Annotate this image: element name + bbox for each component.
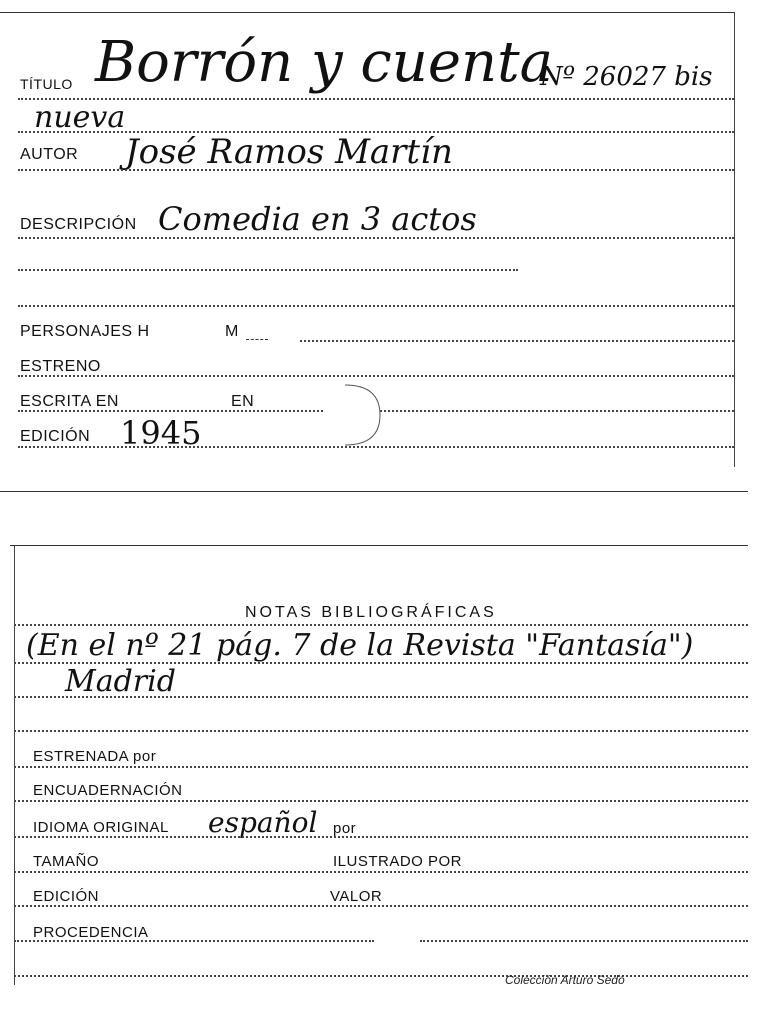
tamano-label: TAMAÑO bbox=[33, 853, 100, 870]
card-bottom-edge bbox=[0, 491, 748, 492]
titulo-cont-value: nueva bbox=[34, 100, 126, 135]
card-top-edge bbox=[0, 12, 734, 13]
card-right-edge bbox=[734, 12, 735, 467]
descripcion-line bbox=[18, 237, 734, 239]
notas-blank-rule bbox=[14, 730, 748, 732]
encuadernacion-line bbox=[14, 800, 748, 802]
procedencia-label: PROCEDENCIA bbox=[33, 924, 149, 941]
valor-label: VALOR bbox=[330, 888, 383, 905]
estrenada-label: ESTRENADA por bbox=[33, 748, 157, 765]
estreno-line bbox=[18, 375, 734, 377]
descripcion-line-3 bbox=[18, 305, 734, 307]
estreno-label: ESTRENO bbox=[20, 358, 101, 375]
escrita-line bbox=[18, 410, 323, 412]
idioma-line bbox=[14, 836, 748, 838]
edicion-label-bottom: EDICIÓN bbox=[33, 888, 100, 905]
titulo-value: Borrón y cuenta bbox=[95, 30, 553, 95]
estrenada-line bbox=[14, 766, 748, 768]
titulo-line bbox=[18, 98, 734, 100]
procedencia-line bbox=[14, 940, 374, 942]
titulo-label: TÍTULO bbox=[20, 76, 73, 92]
procedencia-line-2 bbox=[420, 940, 748, 942]
autor-label: AUTOR bbox=[20, 146, 79, 163]
notas-line-2-rule bbox=[14, 696, 748, 698]
idioma-por-label: por bbox=[333, 820, 357, 837]
escrita-en-label: EN bbox=[231, 393, 255, 410]
idioma-value: español bbox=[208, 806, 318, 839]
tamano-line bbox=[14, 871, 748, 873]
notas-line-1: (En el nº 21 pág. 7 de la Revista "Fantasía") bbox=[26, 628, 694, 663]
notas-title-line bbox=[14, 624, 748, 626]
descripcion-value: Comedia en 3 actos bbox=[158, 200, 477, 238]
escrita-label: ESCRITA EN bbox=[20, 393, 119, 410]
top-catalog-card bbox=[0, 0, 759, 500]
card-left-edge bbox=[14, 545, 15, 985]
ilustrado-label: ILUSTRADO POR bbox=[333, 853, 463, 870]
autor-line bbox=[18, 169, 734, 171]
personajes-m-label: M bbox=[225, 323, 239, 340]
personajes-m-blank bbox=[246, 339, 268, 340]
notas-title: NOTAS BIBLIOGRÁFICAS bbox=[245, 604, 497, 621]
card-top-edge bbox=[10, 545, 748, 546]
edicion-line-bottom bbox=[14, 905, 748, 907]
personajes-line bbox=[300, 340, 734, 342]
numero-value: Nº 26027 bis bbox=[540, 62, 713, 92]
coleccion-footer: Colección Arturo Sedó bbox=[505, 973, 625, 987]
descripcion-label: DESCRIPCIÓN bbox=[20, 216, 137, 233]
encuadernacion-label: ENCUADERNACIÓN bbox=[33, 782, 183, 799]
edicion-value: 1945 bbox=[120, 414, 202, 452]
personajes-label: PERSONAJES H bbox=[20, 323, 150, 340]
edicion-label: EDICIÓN bbox=[20, 428, 91, 445]
bottom-catalog-card bbox=[0, 530, 759, 1028]
descripcion-line-2 bbox=[18, 269, 518, 271]
escrita-line-2 bbox=[380, 410, 734, 412]
notas-line-2: Madrid bbox=[65, 664, 176, 699]
bottom-rule bbox=[14, 975, 748, 977]
autor-value: José Ramos Martín bbox=[125, 132, 453, 172]
idioma-label: IDIOMA ORIGINAL bbox=[33, 819, 169, 836]
punch-hole bbox=[325, 380, 385, 450]
